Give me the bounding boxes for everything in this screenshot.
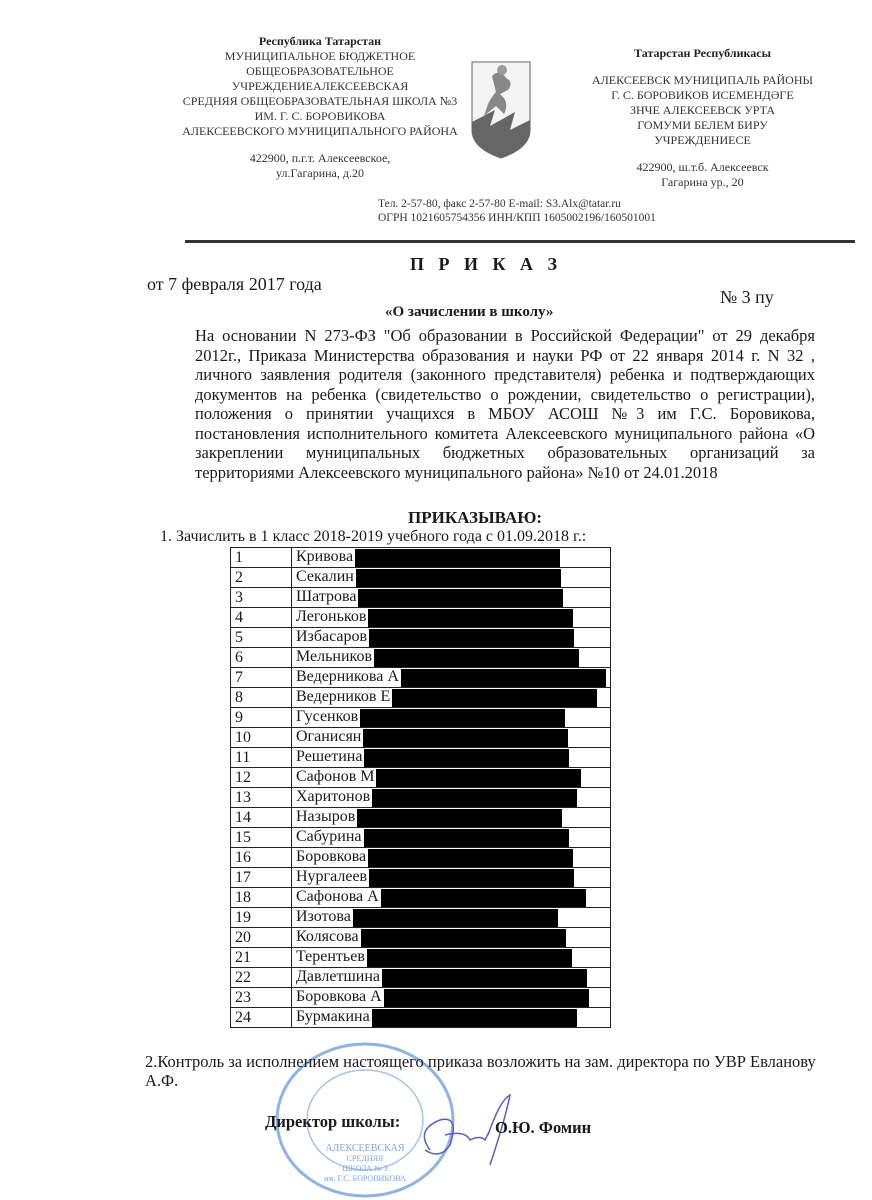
contact-phone-email: Тел. 2-57-80, факс 2-57-80 E-mail: S3.Alx@tatar.ru xyxy=(378,198,621,210)
table-row xyxy=(231,708,611,728)
address-ru xyxy=(170,151,470,181)
student-name: Избасаров xyxy=(296,628,368,646)
row-number: 8 xyxy=(231,688,292,708)
header-line: ул.Гагарина, д.20 xyxy=(276,166,364,180)
student-name: Шатрова xyxy=(296,588,357,606)
table-row xyxy=(231,848,611,868)
student-cell xyxy=(292,928,611,948)
table-row xyxy=(231,668,611,688)
table-row xyxy=(231,648,611,668)
row-number: 6 xyxy=(231,648,292,668)
student-name: Ведерникова А xyxy=(296,668,399,686)
row-number: 7 xyxy=(231,668,292,688)
row-number: 14 xyxy=(231,808,292,828)
school-name-ru xyxy=(170,49,470,139)
table-row xyxy=(231,828,611,848)
svg-text:им. Г.С. БОРОВИКОВА: им. Г.С. БОРОВИКОВА xyxy=(324,1174,406,1183)
table-row xyxy=(231,548,611,568)
student-name: Бурмакина xyxy=(296,1008,370,1026)
redaction-bar xyxy=(368,609,573,627)
header-line: ОБЩЕОБРАЗОВАТЕЛЬНОЕ xyxy=(246,64,394,78)
table-row xyxy=(231,1008,611,1028)
student-name: Решетина xyxy=(296,748,363,766)
document-number: № 3 пу xyxy=(720,287,774,307)
student-cell xyxy=(292,788,611,808)
student-name: Гусенков xyxy=(296,708,359,726)
table-row xyxy=(231,748,611,768)
table-row xyxy=(231,868,611,888)
student-cell xyxy=(292,1008,611,1028)
redaction-bar xyxy=(363,729,568,747)
director-name: О.Ю. Фомин xyxy=(495,1118,592,1137)
redaction-bar xyxy=(372,789,577,807)
student-name: Сафонова А xyxy=(296,888,379,906)
row-number: 3 xyxy=(231,588,292,608)
student-name: Колясова xyxy=(296,928,359,946)
table-row xyxy=(231,948,611,968)
redaction-bar xyxy=(356,569,561,587)
table-row xyxy=(231,768,611,788)
order-item-1: 1. Зачислить в 1 класс 2018-2019 учебного года с 01.09.2018 г.: xyxy=(160,528,587,545)
student-name: Харитонов xyxy=(296,788,371,806)
redaction-bar xyxy=(376,769,581,787)
table-row xyxy=(231,788,611,808)
table-row xyxy=(231,908,611,928)
row-number: 21 xyxy=(231,948,292,968)
student-cell xyxy=(292,728,611,748)
row-number: 18 xyxy=(231,888,292,908)
student-cell xyxy=(292,568,611,588)
row-number: 4 xyxy=(231,608,292,628)
redaction-bar xyxy=(357,809,562,827)
redaction-bar xyxy=(367,949,572,967)
header-line: ГОМУМИ БЕЛЕМ БИРУ xyxy=(637,118,768,132)
table-row xyxy=(231,988,611,1008)
header-line: 422900, п.г.т. Алексеевское, xyxy=(249,151,391,165)
address-tt xyxy=(590,160,815,190)
director-label: Директор школы: xyxy=(265,1112,401,1131)
header-line: АЛЕКСЕЕВСК МУНИЦИПАЛЬ РАЙОНЫ xyxy=(592,73,813,87)
table-row xyxy=(231,588,611,608)
header-line: 422900, ш.т.б. Алексеевск xyxy=(636,160,769,174)
republic-ru: Республика Татарстан xyxy=(258,34,382,48)
row-number: 11 xyxy=(231,748,292,768)
student-cell xyxy=(292,668,611,688)
student-cell xyxy=(292,608,611,628)
header-line: УЧРЕЖДЕНИЕСЕ xyxy=(654,133,751,147)
student-name: Кривова xyxy=(296,548,354,566)
header-line: ИМ. Г. С. БОРОВИКОВА xyxy=(254,109,386,123)
redaction-bar xyxy=(358,589,563,607)
redaction-bar xyxy=(372,1009,577,1027)
document-body: На основании N 273-ФЗ "Об образовании в Российской Федерации" от 29 декабря 2012г., Приказа Министерства образования и науки РФ от 22 января 2014 г. N 32 , личного заявления родителя (законного представителя) ребенка и подтверждающих документов на ребенка (свидетельство о рождении, свидетельство о регистрации), положения о принятии учащихся в МБОУ АСОШ №3 им Г.С. Боровикова, постановления исполнительного комитета Алексеевского муниципального района «О закреплении муниципальных бюджетных образовательных организаций за территориями Алексеевского муниципального района» №10 от 24.01.2018 xyxy=(195,326,815,482)
redaction-bar xyxy=(382,969,587,987)
row-number: 5 xyxy=(231,628,292,648)
student-name: Боровкова А xyxy=(296,988,382,1006)
table-row xyxy=(231,928,611,948)
coat-of-arms-emblem xyxy=(470,60,532,160)
student-cell xyxy=(292,768,611,788)
order-item-2: 2.Контроль за исполнением настоящего приказа возложить на зам. директора по УВР Евланову А.Ф. xyxy=(145,1052,816,1090)
svg-text:СРЕДНЯЯ: СРЕДНЯЯ xyxy=(346,1154,384,1163)
header-line: АЛЕКСЕЕВСКОГО МУНИЦИПАЛЬНОГО РАЙОНА xyxy=(182,124,458,138)
table-row xyxy=(231,568,611,588)
student-name: Мельников xyxy=(296,648,373,666)
header-left-block xyxy=(170,34,470,181)
student-name: Сафонов М xyxy=(296,768,375,786)
row-number: 9 xyxy=(231,708,292,728)
redaction-bar xyxy=(355,549,560,567)
row-number: 19 xyxy=(231,908,292,928)
header-line: ЗНЧЕ АЛЕКСЕЕВСК УРТА xyxy=(629,103,776,117)
contacts xyxy=(378,197,656,225)
redaction-bar xyxy=(374,649,579,667)
table-row xyxy=(231,728,611,748)
row-number: 15 xyxy=(231,828,292,848)
redaction-bar xyxy=(392,689,597,707)
header-right-block xyxy=(590,46,815,190)
student-name: Легоньков xyxy=(296,608,367,626)
student-name: Нургалеев xyxy=(296,868,368,886)
document-subject: «О зачислении в школу» xyxy=(385,304,554,320)
student-cell xyxy=(292,808,611,828)
table-row xyxy=(231,688,611,708)
table-row xyxy=(231,608,611,628)
student-cell xyxy=(292,688,611,708)
table-row xyxy=(231,888,611,908)
redaction-bar xyxy=(401,669,606,687)
student-cell xyxy=(292,888,611,908)
student-cell xyxy=(292,748,611,768)
order-heading: ПРИКАЗЫВАЮ: xyxy=(408,508,543,527)
redaction-bar xyxy=(360,709,565,727)
redaction-bar xyxy=(353,909,558,927)
header-line: Гагарина ур., 20 xyxy=(661,175,744,189)
svg-text:ШКОЛА № 3: ШКОЛА № 3 xyxy=(342,1164,388,1173)
student-name: Боровкова xyxy=(296,848,367,866)
header-divider xyxy=(185,240,855,243)
student-cell xyxy=(292,708,611,728)
student-cell xyxy=(292,848,611,868)
student-name: Секалин xyxy=(296,568,354,586)
header-line: МУНИЦИПАЛЬНОЕ БЮДЖЕТНОЕ xyxy=(224,49,416,63)
document-title: П Р И К А З xyxy=(410,254,563,274)
contact-registration: ОГРН 1021605754356 ИНН/КПП 1605002196/160501001 xyxy=(378,212,656,224)
svg-text:АЛЕКСЕЕВСКАЯ: АЛЕКСЕЕВСКАЯ xyxy=(325,1143,405,1154)
row-number: 17 xyxy=(231,868,292,888)
row-number: 16 xyxy=(231,848,292,868)
row-number: 10 xyxy=(231,728,292,748)
student-name: Терентьев xyxy=(296,948,365,966)
row-number: 13 xyxy=(231,788,292,808)
redaction-bar xyxy=(361,929,566,947)
student-cell xyxy=(292,868,611,888)
student-name: Назыров xyxy=(296,808,356,826)
redaction-bar xyxy=(369,869,574,887)
header-line: УЧРЕЖДЕНИЕАЛЕКСЕЕВСКАЯ xyxy=(231,79,409,93)
student-name: Сабурина xyxy=(296,828,362,846)
students-table xyxy=(230,547,611,1028)
student-cell xyxy=(292,908,611,928)
table-row xyxy=(231,628,611,648)
student-cell xyxy=(292,588,611,608)
redaction-bar xyxy=(384,989,589,1007)
student-name: Давлетшина xyxy=(296,968,380,986)
row-number: 12 xyxy=(231,768,292,788)
redaction-bar xyxy=(381,889,586,907)
table-row xyxy=(231,808,611,828)
row-number: 1 xyxy=(231,548,292,568)
student-name: Изотова xyxy=(296,908,351,926)
row-number: 23 xyxy=(231,988,292,1008)
school-name-tt xyxy=(590,73,815,148)
republic-tt: Татарстан Республикасы xyxy=(634,46,771,60)
student-name: Оганисян xyxy=(296,728,362,746)
row-number: 2 xyxy=(231,568,292,588)
student-cell xyxy=(292,948,611,968)
student-cell xyxy=(292,988,611,1008)
table-row xyxy=(231,968,611,988)
row-number: 22 xyxy=(231,968,292,988)
student-cell xyxy=(292,648,611,668)
header-line: СРЕДНЯЯ ОБЩЕОБРАЗОВАТЕЛЬНАЯ ШКОЛА №3 xyxy=(182,94,458,108)
row-number: 24 xyxy=(231,1008,292,1028)
student-name: Ведерников Е xyxy=(296,688,391,706)
redaction-bar xyxy=(369,629,574,647)
student-cell xyxy=(292,968,611,988)
student-cell xyxy=(292,828,611,848)
document-date: от 7 февраля 2017 года xyxy=(147,274,322,294)
redaction-bar xyxy=(364,829,569,847)
student-cell xyxy=(292,628,611,648)
student-cell xyxy=(292,548,611,568)
redaction-bar xyxy=(368,849,573,867)
row-number: 20 xyxy=(231,928,292,948)
header-line: Г. С. БОРОВИКОВ ИСЕМЕНДӘГЕ xyxy=(611,88,794,102)
redaction-bar xyxy=(364,749,569,767)
